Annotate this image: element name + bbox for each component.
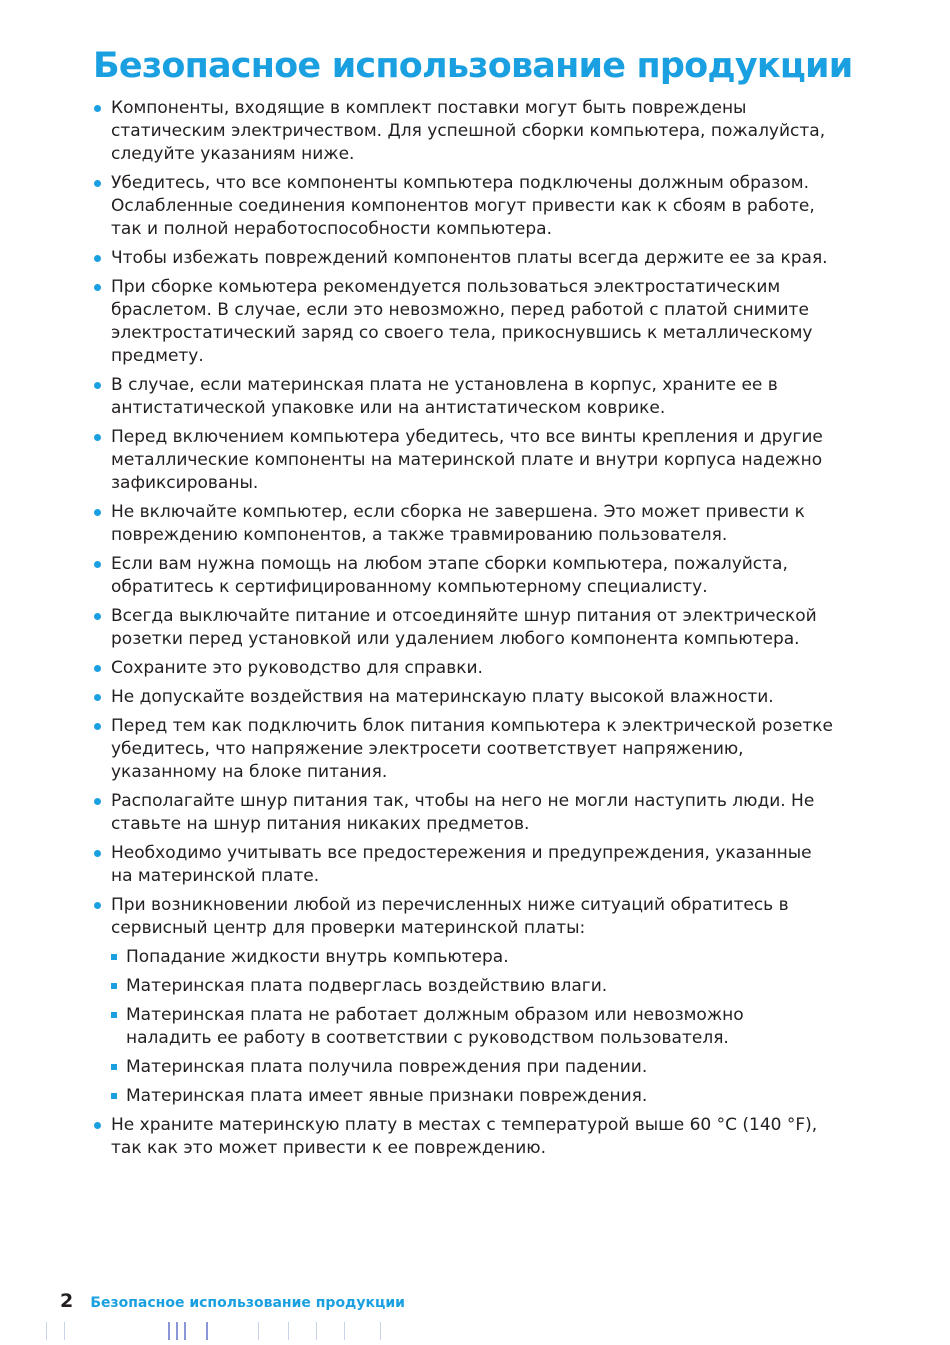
print-registration-marks — [46, 1322, 426, 1342]
list-item — [93, 374, 833, 420]
square-bullet-icon — [111, 983, 117, 989]
sub-list-item — [111, 946, 833, 969]
bullet-icon — [94, 382, 101, 389]
list-item-text: Если вам нужна помощь на любом этапе сборки компьютера, пожалуйста, обратитесь к сертифицированному компьютерному специалисту. — [111, 554, 788, 597]
list-item-text: Необходимо учитывать все предостережения и предупреждения, указанные на материнской плате. — [111, 843, 812, 886]
list-item — [93, 97, 833, 166]
sub-list — [111, 946, 833, 1108]
list-item — [93, 715, 833, 784]
square-bullet-icon — [111, 1064, 117, 1070]
registration-mark — [184, 1322, 186, 1340]
square-bullet-icon — [111, 1093, 117, 1099]
registration-mark — [316, 1322, 317, 1340]
sub-list-item — [111, 975, 833, 998]
list-item-text: Не включайте компьютер, если сборка не завершена. Это может привести к повреждению компонентов, а также травмированию пользователя. — [111, 502, 805, 545]
bullet-icon — [94, 255, 101, 262]
list-item-text: Всегда выключайте питание и отсоединяйте шнур питания от электрической розетки перед установкой или удалением любого компонента компьютера. — [111, 606, 817, 649]
list-item-text: При возникновении любой из перечисленных ниже ситуаций обратитесь в сервисный центр для проверки материнской платы: — [111, 895, 789, 938]
square-bullet-icon — [111, 954, 117, 960]
sub-list-item-text: Материнская плата не работает должным образом или невозможно наладить ее работу в соответствии с руководством пользователя. — [126, 1005, 744, 1048]
list-item-text: Перед тем как подключить блок питания компьютера к электрической розетке убедитесь, что напряжение электросети соответствует напряжению, указанному на блоке питания. — [111, 716, 833, 782]
bullet-icon — [94, 613, 101, 620]
registration-mark — [344, 1322, 345, 1340]
bullet-icon — [94, 665, 101, 672]
registration-mark — [64, 1322, 65, 1340]
list-item — [93, 894, 833, 1108]
sub-list-item-text: Материнская плата подверглась воздействию влаги. — [126, 976, 608, 996]
bullet-icon — [94, 284, 101, 291]
registration-mark — [258, 1322, 259, 1340]
registration-mark — [46, 1322, 47, 1340]
list-item-text: Не допускайте воздействия на материнскаую плату высокой влажности. — [111, 687, 774, 707]
square-bullet-icon — [111, 1012, 117, 1018]
list-item-text: Сохраните это руководство для справки. — [111, 658, 483, 678]
list-item — [93, 501, 833, 547]
list-item — [93, 553, 833, 599]
sub-list-item — [111, 1004, 833, 1050]
page-footer — [60, 1290, 405, 1314]
list-item — [93, 247, 833, 270]
list-item — [93, 842, 833, 888]
bullet-icon — [94, 694, 101, 701]
list-item — [93, 172, 833, 241]
registration-mark — [288, 1322, 289, 1340]
list-item — [93, 657, 833, 680]
bullet-icon — [94, 798, 101, 805]
bullet-icon — [94, 723, 101, 730]
list-item-text: При сборке комьютера рекомендуется пользоваться электростатическим браслетом. В случае, если это невозможно, перед работой с платой снимите электростатический заряд со своего тела, прикоснувшись к металлическому предмету. — [111, 277, 813, 366]
page-title: Безопасное использование продукции — [93, 46, 853, 86]
bullet-icon — [94, 105, 101, 112]
registration-mark — [380, 1322, 381, 1340]
list-item-text: Чтобы избежать повреждений компонентов платы всегда держите ее за края. — [111, 248, 828, 268]
bullet-icon — [94, 561, 101, 568]
bullet-icon — [94, 180, 101, 187]
registration-mark — [206, 1322, 208, 1340]
list-item-text: Перед включением компьютера убедитесь, что все винты крепления и другие металлические компоненты на материнской плате и внутри корпуса надежно зафиксированы. — [111, 427, 823, 493]
list-item — [93, 426, 833, 495]
bullet-icon — [94, 509, 101, 516]
list-item — [93, 686, 833, 709]
registration-mark — [176, 1322, 178, 1340]
footer-section-title: Безопасное использование продукции — [90, 1295, 405, 1311]
list-item — [93, 605, 833, 651]
safety-precautions-list — [93, 97, 833, 1166]
bullet-icon — [94, 902, 101, 909]
bullet-icon — [94, 434, 101, 441]
list-item-text: Убедитесь, что все компоненты компьютера подключены должным образом. Ослабленные соединения компонентов могут привести как к сбоям в работе, так и полной неработоспособности компьютера. — [111, 173, 815, 239]
registration-mark — [168, 1322, 170, 1340]
list-item-text: Не храните материнскую плату в местах с температурой выше 60 °C (140 °F), так как это может привести к ее повреждению. — [111, 1115, 818, 1158]
bullet-icon — [94, 1122, 101, 1129]
list-item — [93, 276, 833, 368]
sub-list-item — [111, 1056, 833, 1079]
list-item-text: Компоненты, входящие в комплект поставки могут быть повреждены статическим электричеством. Для успешной сборки компьютера, пожалуйста, следуйте указаниям ниже. — [111, 98, 826, 164]
sub-list-item-text: Материнская плата имеет явные признаки повреждения. — [126, 1086, 648, 1106]
list-item-text: Располагайте шнур питания так, чтобы на него не могли наступить люди. Не ставьте на шнур питания никаких предметов. — [111, 791, 815, 834]
list-item — [93, 1114, 833, 1160]
sub-list-item-text: Попадание жидкости внутрь компьютера. — [126, 947, 509, 967]
list-item-text: В случае, если материнская плата не установлена в корпус, храните ее в антистатической упаковке или на антистатическом коврике. — [111, 375, 778, 418]
bullet-icon — [94, 850, 101, 857]
sub-list-item — [111, 1085, 833, 1108]
sub-list-item-text: Материнская плата получила повреждения при падении. — [126, 1057, 648, 1077]
list-item — [93, 790, 833, 836]
page-number: 2 — [60, 1290, 74, 1312]
